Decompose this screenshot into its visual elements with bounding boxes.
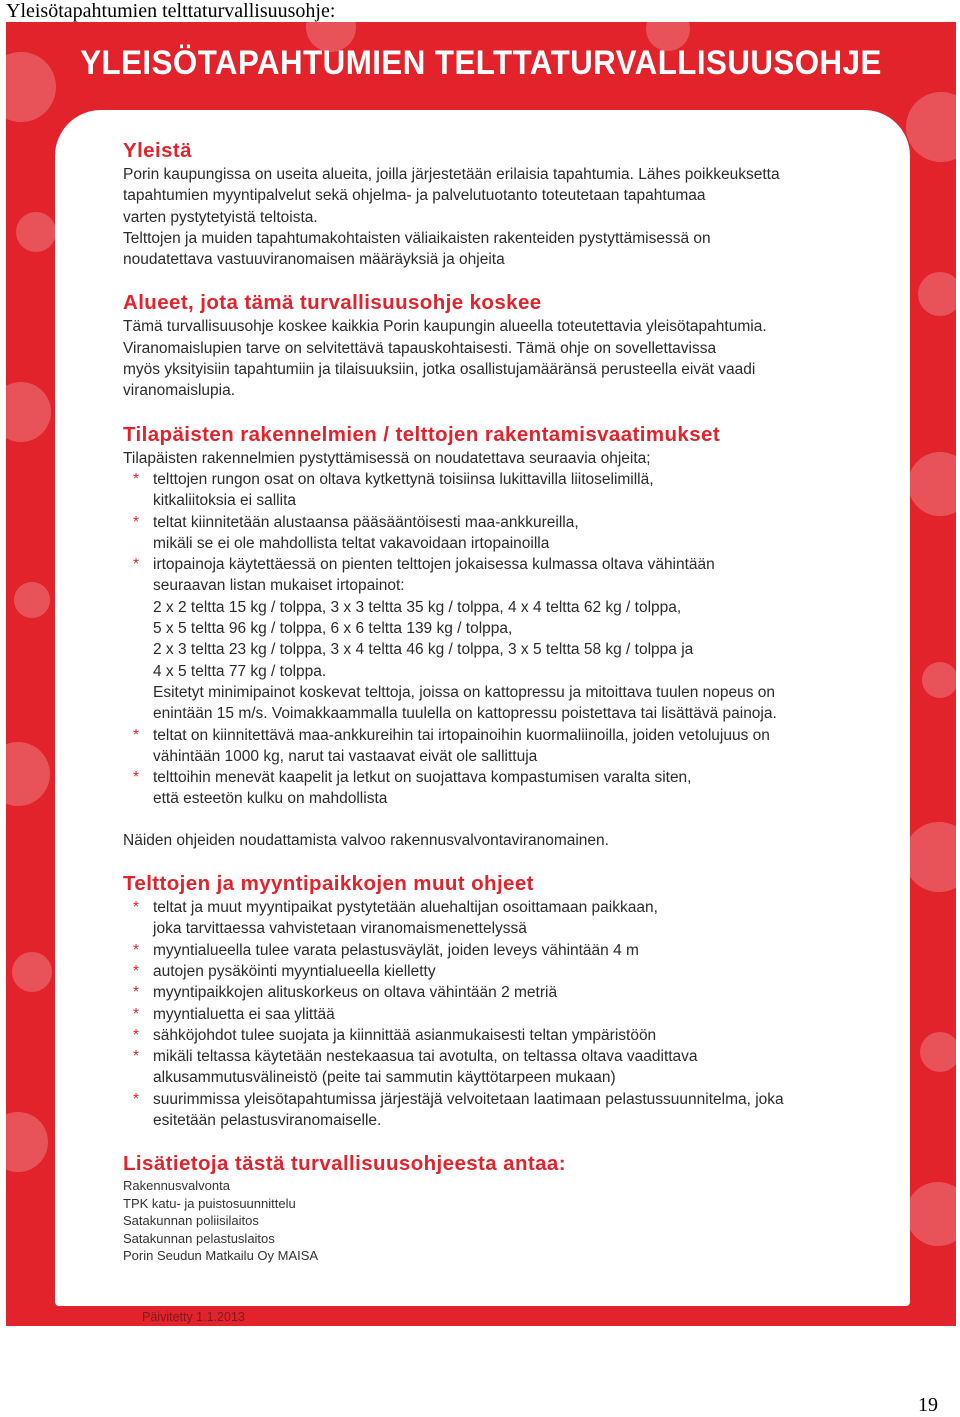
document-caption: Yleisötapahtumien telttaturvallisuusohje: <box>6 0 336 22</box>
text-line: Viranomaislupien tarve on selvitettävä tapauskohtaisesti. Tämä ohje on sovellettavissa <box>123 339 717 357</box>
heading-general: Yleistä <box>123 139 192 162</box>
asterisk-bullet: * <box>133 1005 140 1023</box>
asterisk-bullet: * <box>133 769 140 787</box>
requirements-closing: Näiden ohjeiden noudattamista valvoo rakennusvalvontaviranomainen. <box>123 831 609 849</box>
asterisk-bullet: * <box>133 556 140 574</box>
text-line: viranomaislupia. <box>123 382 235 400</box>
list-item: * telttoihin menevät kaapelit ja letkut on suojattava kompastumisen varalta siten, että esteetön kulku on mahdollista <box>133 769 692 808</box>
heading-requirements: Tilapäisten rakennelmien / telttojen rakentamisvaatimukset <box>123 422 721 446</box>
heading-other: Telttojen ja myyntipaikkojen muut ohjeet <box>123 872 534 896</box>
list-item: * autojen pysäköinti myyntialueella kielletty <box>123 961 893 982</box>
text-line: Tämä turvallisuusohje koskee kaikkia Porin kaupungin alueella toteutettavia yleisötapahtumia. <box>123 318 767 336</box>
poster <box>6 22 956 1326</box>
asterisk-bullet: * <box>133 1090 140 1108</box>
section-general <box>123 138 893 270</box>
requirements-intro: Tilapäisten rakennelmien pystyttämisessä on noudatettava seuraavia ohjeita; <box>123 449 651 467</box>
page-number: 19 <box>918 1394 938 1416</box>
list-item: * suurimmissa yleisötapahtumissa järjestäjä velvoitetaan laatimaan pelastussuunnitelma, joka esitetään pelastusviranomaiselle. <box>133 1090 784 1129</box>
list-item: * sähköjohdot tulee suojata ja kiinnittää asianmukaisesti teltan ympäristöön <box>123 1025 893 1046</box>
text-line: Porin kaupungissa on useita alueita, joilla järjestetään erilaisia tapahtumia. Lähes poikkeuksetta <box>123 166 780 183</box>
poster-title: YLEISÖTAPAHTUMIEN TELTTATURVALLISUUSOHJE <box>80 44 882 82</box>
text-line: myös yksityisiin tapahtumiin ja tilaisuuksiin, jotka osallistujamääränsä perusteella eivät vaadi <box>123 361 756 379</box>
list-item: * teltat ja muut myyntipaikat pystytetään aluehaltijan osoittamaan paikkaan, joka tarvittaessa vahvistetaan viranomaismenettelyssä <box>133 899 658 938</box>
list-item: * myyntialueella tulee varata pelastusväylät, joiden leveys vähintään 4 m <box>123 940 893 961</box>
heading-info: Lisätietoja tästä turvallisuusohjeesta antaa: <box>123 1152 566 1176</box>
list-item: * myyntialuetta ei saa ylittää <box>123 1004 893 1025</box>
text-line: tapahtumien myyntipalvelut sekä ohjelma- ja palvelutuotanto toteutetaan tapahtumaa <box>123 187 706 205</box>
section-requirements <box>123 422 893 851</box>
asterisk-bullet: * <box>133 1026 140 1044</box>
asterisk-bullet: * <box>133 726 140 744</box>
asterisk-bullet: * <box>133 1048 140 1066</box>
text-line: Telttojen ja muiden tapahtumakohtaisten väliaikaisten rakenteiden pystyttämisessä on <box>123 229 711 247</box>
asterisk-bullet: * <box>133 984 140 1002</box>
updated-date: Päivitetty 1.1.2013 <box>142 1310 245 1324</box>
asterisk-bullet: * <box>133 513 140 531</box>
contact-item: Satakunnan pelastuslaitos <box>123 1230 275 1246</box>
section-info <box>123 1151 893 1265</box>
section-other <box>123 871 893 1131</box>
asterisk-bullet: * <box>133 941 140 959</box>
asterisk-bullet: * <box>133 962 140 980</box>
contact-item: TPK katu- ja puistosuunnittelu <box>123 1195 296 1211</box>
heading-areas: Alueet, jota tämä turvallisuusohje koskee <box>123 291 542 315</box>
asterisk-bullet: * <box>133 899 140 917</box>
content <box>123 138 893 1285</box>
asterisk-bullet: * <box>133 470 140 488</box>
list-item: * myyntipaikkojen alituskorkeus on oltava vähintään 2 metriä <box>123 982 893 1003</box>
list-item: * teltat kiinnitetään alustaansa pääsääntöisesti maa-ankkureilla, mikäli se ei ole mahdollista teltat vakavoidaan irtopainoilla <box>133 513 579 552</box>
list-item: * mikäli teltassa käytetään nestekaasua tai avotulta, on teltassa oltava vaadittava alkusammutusvälineistö (peite tai sammutin käyttötarpeen mukaan) <box>133 1048 698 1087</box>
content-panel <box>55 110 910 1306</box>
contact-item: Porin Seudun Matkailu Oy MAISA <box>123 1248 319 1264</box>
list-item: * telttojen rungon osat on oltava kytkettynä toisiinsa lukittavilla liitoselimillä, kitkaliitoksia ei sallita <box>133 470 654 510</box>
list-item: * irtopainoja käytettäessä on pienten telttojen jokaisessa kulmassa oltava vähintään seuraavan listan mukaiset irtopainot: 2 x 2 teltta 15 kg / tolppa, 3 x 3 teltta 35 kg / tolppa, 4 x 4 teltta 62 kg / tolppa, 5 x 5 teltta 96 kg / tolppa, 6 x 6 teltta 139 kg / tolppa, 2 x 3 teltta 23 kg / tolppa, 3 x 4 teltta 46 kg / tolppa, 3 x 5 teltta 58 kg / tolppa ja 4 x 5 teltta 77 kg / tolppa. Esitetyt minimipainot koskevat telttoja, joissa on kattopressu ja mitoittava tuulen nopeus on enintään 15 m/s. Voimakkaammalla tuulella on kattopressu poistettava tai lisättävä painoja. <box>133 556 777 723</box>
text-line: varten pystytetyistä teltoista. <box>123 208 318 226</box>
section-areas <box>123 290 893 401</box>
list-item: * teltat on kiinnitettävä maa-ankkureihin tai irtopainoihin kuormaliinoilla, joiden vetolujuus on vähintään 1000 kg, narut tai vastaavat eivät ole sallittuja <box>133 726 770 765</box>
contact-item: Rakennusvalvonta <box>123 1178 230 1194</box>
contact-item: Satakunnan poliisilaitos <box>123 1213 259 1229</box>
text-line: noudatettava vastuuviranomaisen määräyksiä ja ohjeita <box>123 251 505 269</box>
